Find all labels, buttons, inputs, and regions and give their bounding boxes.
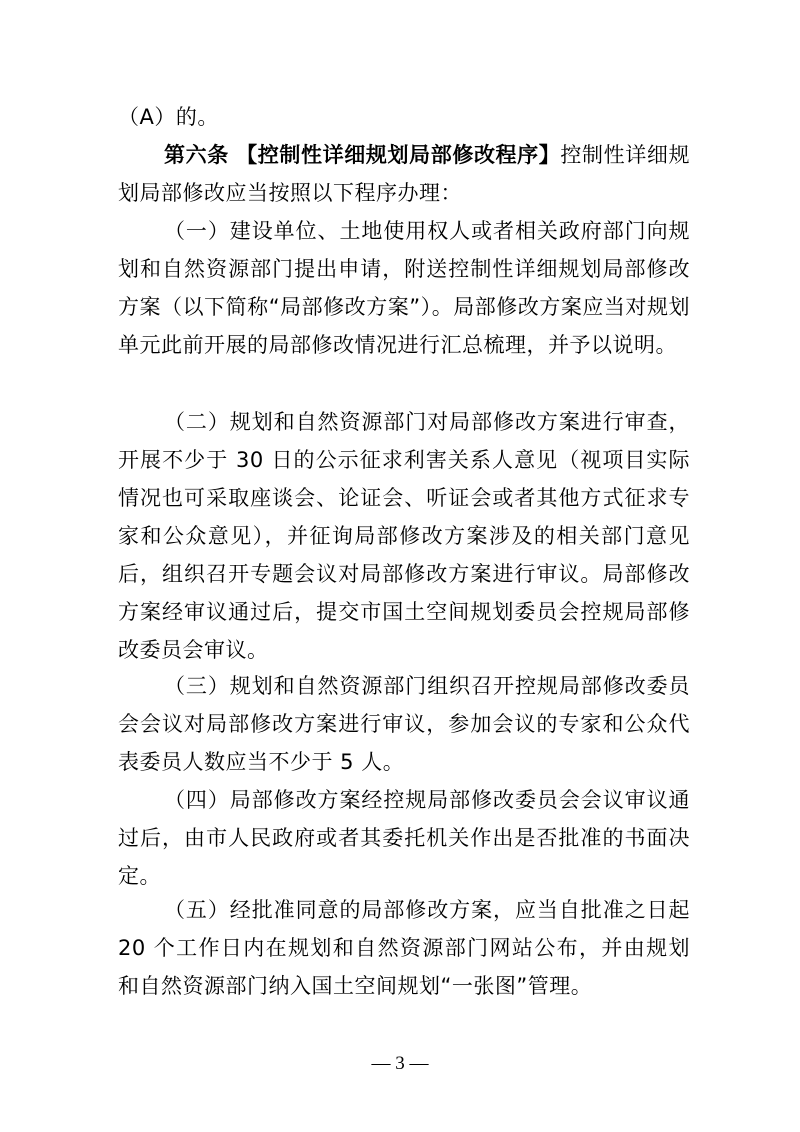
article-lead: 控制性详细规划局部修改应当按照以下程序办理：: [118, 143, 691, 205]
item-3-paragraph: （三）规划和自然资源部门组织召开控规局部修改委员会会议对局部修改方案进行审议，参加会议的专家和公众代表委员人数应当不少于 5 人。: [118, 674, 690, 774]
article-title: 【控制性详细规划局部修改程序】: [236, 143, 561, 167]
page-number: — 3 —: [371, 1053, 429, 1074]
article-6-paragraph: [118, 136, 690, 212]
item-1-paragraph: （一）建设单位、土地使用权人或者相关政府部门向规划和自然资源部门提出申请，附送控制性详细规划局部修改方案（以下简称“局部修改方案”）。局部修改方案应当对规划单元此前开展的局部修改情况进行汇总梳理，并予以说明。: [118, 219, 690, 357]
opening-fragment: （A）的。: [118, 105, 219, 129]
item-5-paragraph: （五）经批准同意的局部修改方案，应当自批准之日起 20 个工作日内在规划和自然资源部门网站公布，并由规划和自然资源部门纳入国土空间规划“一张图”管理。: [118, 898, 690, 998]
article-number: 第六条: [164, 143, 229, 167]
item-2-paragraph: （二）规划和自然资源部门对局部修改方案进行审查，开展不少于 30 日的公示征求利害关系人意见（视项目实际情况也可采取座谈会、论证会、听证会或者其他方式征求专家和公众意见），并征询局部修改方案涉及的相关部门意见后，组织召开专题会议对局部修改方案进行审议。局部修改方案经审议通过后，提交市国土空间规划委员会控规局部修改委员会审议。: [118, 410, 690, 662]
item-4-paragraph: （四）局部修改方案经控规局部修改委员会会议审议通过后，由市人民政府或者其委托机关作出是否批准的书面决定。: [118, 788, 690, 888]
